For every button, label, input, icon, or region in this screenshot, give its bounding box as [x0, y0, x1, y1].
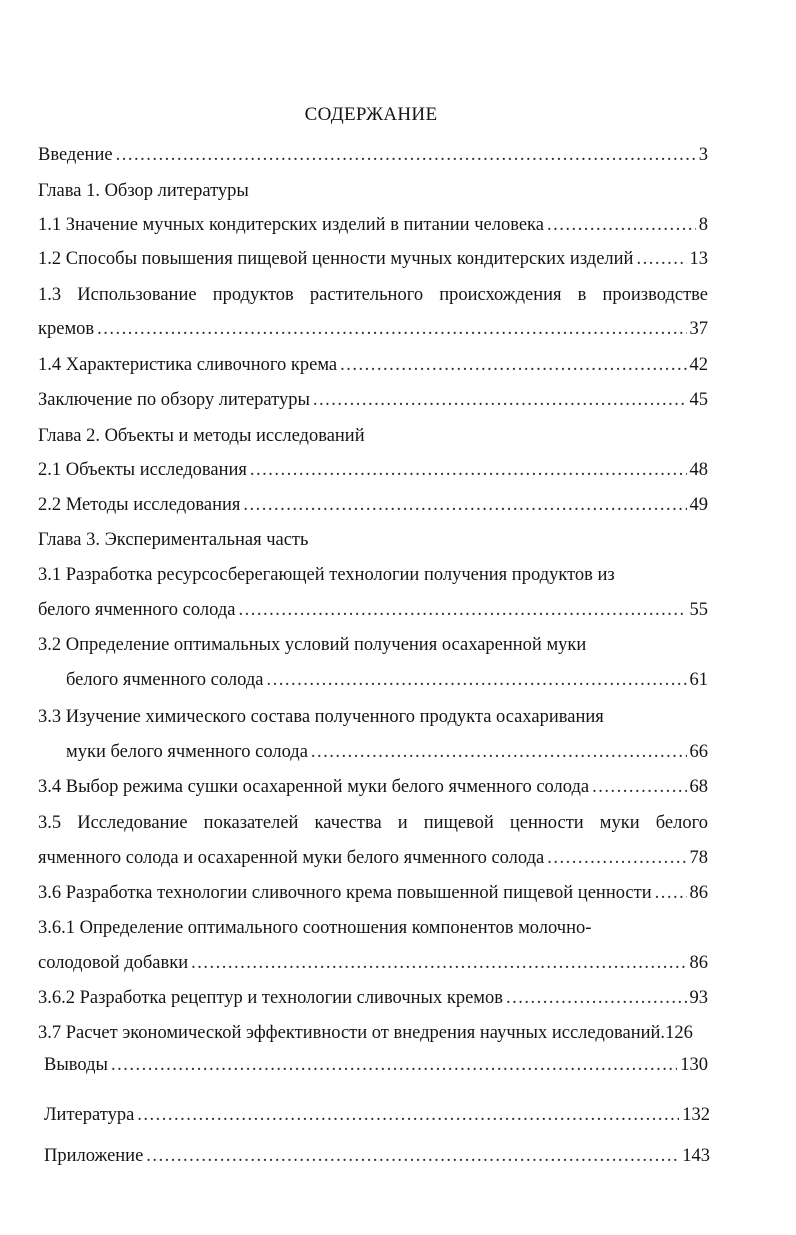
- dot-leader: [592, 774, 686, 800]
- dot-leader: [655, 880, 687, 906]
- page-title: СОДЕРЖАНИЕ: [304, 104, 438, 125]
- toc-chapter-1: Глава 1. Обзор литературы: [38, 181, 249, 201]
- dot-leader: [191, 950, 686, 976]
- toc-entry-1-3: [38, 316, 708, 342]
- toc-entry-3-4: [38, 774, 708, 800]
- toc-entry-text: Приложение: [44, 1146, 144, 1166]
- toc-entry-1-1: [38, 212, 708, 238]
- toc-entry-text: ячменного солода и осахаренной муки белого ячменного солода: [38, 848, 545, 868]
- toc-entry-text: белого ячменного солода: [38, 600, 236, 620]
- toc-page-number: 130: [680, 1055, 708, 1075]
- toc-entry-3-3-line1: 3.3 Изучение химического состава полученного продукта осахаривания: [38, 707, 604, 727]
- toc-page-number: 78: [689, 848, 708, 868]
- toc-entry-1-4: [38, 352, 708, 378]
- toc-page-number: 13: [689, 249, 708, 269]
- dot-leader: [547, 845, 686, 871]
- toc-page-number: 68: [689, 777, 708, 797]
- toc-entry-intro: [38, 142, 708, 168]
- dot-leader: [146, 1143, 679, 1169]
- toc-page-number: 37: [689, 319, 708, 339]
- toc-entry-3-3: [66, 739, 708, 765]
- toc-entry-text: кремов: [38, 319, 95, 339]
- toc-entry-text: 2.1 Объекты исследования: [38, 460, 247, 480]
- toc-page-number: 143: [682, 1146, 710, 1166]
- toc-entry-3-6: [38, 880, 708, 906]
- toc-page-number: 42: [689, 355, 708, 375]
- toc-entry-3-5-line1: 3.5 Исследование показателей качества и пищевой ценности муки белого: [38, 813, 708, 833]
- toc-page-number: 66: [689, 742, 708, 762]
- dot-leader: [340, 352, 686, 378]
- toc-entry-text: Заключение по обзору литературы: [38, 390, 310, 410]
- toc-chapter-2: Глава 2. Объекты и методы исследований: [38, 426, 365, 446]
- toc-entry-3-7: [38, 1020, 718, 1046]
- toc-page-number: 86: [689, 883, 708, 903]
- toc-entry-text: 3.7 Расчет экономической эффективности от внедрения научных исследований.: [38, 1023, 666, 1043]
- dot-leader: [547, 212, 696, 238]
- toc-page-number: 45: [689, 390, 708, 410]
- dot-leader: [111, 1052, 677, 1078]
- toc-entry-text: 1.1 Значение мучных кондитерских изделий в питании человека: [38, 215, 544, 235]
- toc-entry-3-1-line1: 3.1 Разработка ресурсосберегающей технологии получения продуктов из: [38, 565, 615, 585]
- toc-page-number: 86: [689, 953, 708, 973]
- toc-entry-3-5: [38, 845, 708, 871]
- dot-leader: [250, 457, 687, 483]
- toc-entry-text: белого ячменного солода: [66, 670, 264, 690]
- dot-leader: [97, 316, 686, 342]
- toc-page-number: 48: [689, 460, 708, 480]
- toc-entry-3-2-line1: 3.2 Определение оптимальных условий получения осахаренной муки: [38, 635, 587, 655]
- toc-page-number: 61: [689, 670, 708, 690]
- toc-entry-2-2: [38, 492, 708, 518]
- dot-leader: [636, 246, 686, 272]
- toc-entry-text: муки белого ячменного солода: [66, 742, 308, 762]
- toc-entry-1-2: [38, 246, 708, 272]
- toc-entry-conclusions: [44, 1052, 708, 1078]
- dot-leader: [238, 597, 686, 623]
- toc-entry-text: Введение: [38, 145, 113, 165]
- toc-entry-lit-conclusion: [38, 387, 708, 413]
- toc-entry-text: солодовой добавки: [38, 953, 189, 973]
- toc-entry-text: 1.4 Характеристика сливочного крема: [38, 355, 338, 375]
- toc-chapter-3: Глава 3. Экспериментальная часть: [38, 530, 309, 550]
- toc-entry-3-1: [38, 597, 708, 623]
- dot-leader: [243, 492, 686, 518]
- toc-page-number: 93: [689, 988, 708, 1008]
- dot-leader: [116, 142, 696, 168]
- toc-entry-text: Литература: [44, 1105, 135, 1125]
- toc-entry-3-6-1: [38, 950, 708, 976]
- dot-leader: [506, 985, 687, 1011]
- toc-entry-text: Выводы: [44, 1055, 108, 1075]
- toc-entry-text: 3.6 Разработка технологии сливочного крема повышенной пищевой ценности: [38, 883, 652, 903]
- toc-entry-appendix: [44, 1143, 710, 1169]
- toc-entry-text: 2.2 Методы исследования: [38, 495, 241, 515]
- dot-leader: [137, 1102, 679, 1128]
- toc-entry-text: 1.2 Способы повышения пищевой ценности мучных кондитерских изделий: [38, 249, 634, 269]
- toc-entry-3-6-1-line1: 3.6.1 Определение оптимального соотношения компонентов молочно-: [38, 918, 592, 938]
- toc-entry-text: 3.4 Выбор режима сушки осахаренной муки белого ячменного солода: [38, 777, 590, 797]
- toc-page-number: 126: [665, 1023, 693, 1043]
- toc-page-number: 3: [698, 145, 708, 165]
- toc-page-number: 49: [689, 495, 708, 515]
- toc-entry-literature: [44, 1102, 710, 1128]
- toc-entry-1-3-line1: 1.3 Использование продуктов растительного происхождения в производстве: [38, 285, 708, 305]
- toc-page-number: 8: [698, 215, 708, 235]
- toc-entry-text: 3.6.2 Разработка рецептур и технологии сливочных кремов: [38, 988, 503, 1008]
- toc-page-number: 132: [682, 1105, 710, 1125]
- toc-entry-3-2: [66, 667, 708, 693]
- toc-entry-3-6-2: [38, 985, 708, 1011]
- dot-leader: [313, 387, 687, 413]
- toc-page-number: 55: [689, 600, 708, 620]
- toc-entry-2-1: [38, 457, 708, 483]
- dot-leader: [311, 739, 687, 765]
- dot-leader: [266, 667, 686, 693]
